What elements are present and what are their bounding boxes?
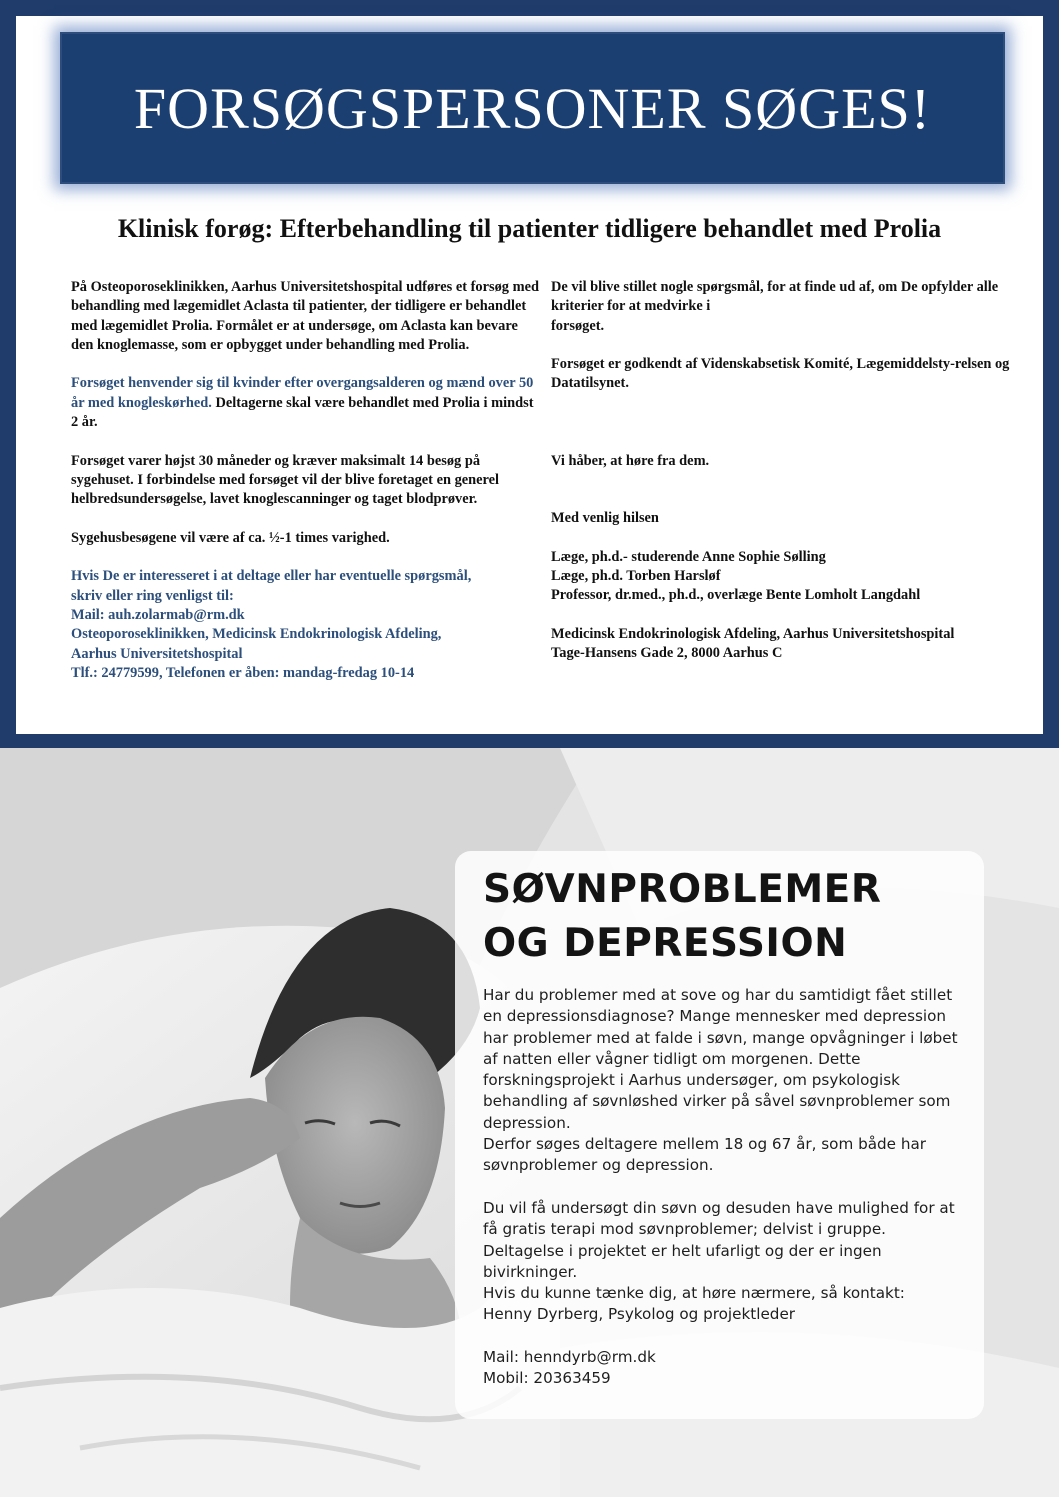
contact-line: skriv eller ring venligst til: bbox=[71, 587, 234, 604]
address-line: Medicinsk Endokrinologisk Afdeling, Aarhus Universitetshospital bbox=[551, 625, 955, 642]
duration-paragraph: Forsøget varer højst 30 måneder og kræver maksimalt 14 besøg på sygehuset. I forbindelse med forsøget vil der blive foretaget en generel helbredsundersøgelse, lavet knoglescanninger og taget blodprøver. bbox=[71, 452, 500, 508]
questions-text: De vil blive stillet nogle spørgsmål, for at finde ud af, om De opfylder alle kriterier for at medvirke i bbox=[551, 279, 999, 315]
contact-line: Hvis De er interesseret i at deltage eller har eventuelle spørgsmål, bbox=[71, 568, 472, 585]
intro-paragraph: På Osteoporoseklinikken, Aarhus Universitetshospital udføres et forsøg med behandling med lægemidlet Aclasta til patienter, der tidligere er behandlet med lægemidlet Prolia. Formålet er at undersøge, om Aclasta kan bevare den knoglemasse, som er opbygget under behandling med Prolia. bbox=[71, 279, 539, 353]
questions-paragraph bbox=[551, 278, 1011, 336]
contact-email[interactable]: Mail: auh.zolarmab@rm.dk bbox=[71, 607, 245, 624]
left-column bbox=[71, 278, 541, 683]
signature-line: Læge, ph.d.- studerende Anne Sophie Sølling bbox=[551, 548, 826, 565]
body-paragraph: Hvis du kunne tænke dig, at høre nærmere, så kontakt: bbox=[483, 1284, 905, 1303]
signature-line: Professor, dr.med., ph.d., overlæge Bente Lomholt Langdahl bbox=[551, 587, 921, 604]
hope-line: Vi håber, at høre fra dem. bbox=[551, 452, 710, 469]
signature-block bbox=[551, 548, 1011, 606]
info-panel bbox=[455, 851, 984, 1419]
eligibility-highlight: Forsøget henvender sig til kvinder efter overgangsalderen og mænd over 50 år med knogleskørhed. bbox=[71, 375, 534, 411]
clinical-trial-ad bbox=[0, 0, 1059, 748]
body-paragraph: Derfor søges deltagere mellem 18 og 67 år, som både har søvnproblemer og depression. bbox=[483, 1135, 927, 1175]
panel-title bbox=[483, 863, 963, 971]
body-paragraph: Har du problemer med at sove og har du samtidigt fået stillet en depressionsdiagnose? Mange mennesker med depression har problemer med at falde i søvn, mange opvågninger i løbet af natten eller vågner tidligt om morgenen. Dette forskningsprojekt i Aarhus undersøger, om psykologisk behandling af søvnløshed virker på såvel søvnproblemer som depression. bbox=[483, 986, 958, 1132]
eligibility-rest: Deltagerne skal være behandlet med Prolia i mindst 2 år. bbox=[71, 394, 534, 431]
contact-line: Aarhus Universitetshospital bbox=[71, 645, 243, 662]
header-banner bbox=[60, 32, 1005, 184]
approval-paragraph: Forsøget er godkendt af Videnskabsetisk Komité, Lægemiddelsty-relsen og Datatilsynet. bbox=[551, 356, 1010, 392]
contact-phone: Mobil: 20363459 bbox=[483, 1369, 611, 1388]
right-column bbox=[551, 278, 1011, 683]
panel-title-line: OG DEPRESSION bbox=[483, 921, 848, 966]
signature-line: Læge, ph.d. Torben Harsløf bbox=[551, 567, 721, 584]
contact-line: Osteoporoseklinikken, Medicinsk Endokrinologisk Afdeling, bbox=[71, 626, 442, 643]
panel-title-line: SØVNPROBLEMER bbox=[483, 867, 882, 912]
questions-text-end: forsøget. bbox=[551, 317, 605, 334]
panel-body bbox=[483, 985, 963, 1390]
contact-email[interactable]: Mail: henndyrb@rm.dk bbox=[483, 1348, 656, 1367]
visit-length-paragraph: Sygehusbesøgene vil være af ca. ½-1 times varighed. bbox=[71, 529, 390, 546]
contact-block bbox=[71, 567, 541, 683]
spacer bbox=[483, 1326, 963, 1347]
address-line: Tage-Hansens Gade 2, 8000 Aarhus C bbox=[551, 645, 783, 662]
banner-title: FORSØGSPERSONER SØGES! bbox=[133, 75, 932, 141]
contact-person: Henny Dyrberg, Psykolog og projektleder bbox=[483, 1305, 796, 1324]
study-subtitle: Klinisk forøg: Efterbehandling til patienter tidligere behandlet med Prolia bbox=[117, 214, 942, 243]
body-paragraph: Du vil få undersøgt din søvn og desuden have mulighed for at få gratis terapi mod søvnproblemer; delvist i gruppe. Deltagelse i projektet er helt ufarligt og der er ingen bivirkninger. bbox=[483, 1198, 955, 1281]
eligibility-paragraph bbox=[71, 374, 541, 432]
spacer bbox=[483, 1177, 963, 1198]
greeting-line: Med venlig hilsen bbox=[551, 510, 659, 527]
address-block bbox=[551, 625, 1011, 664]
sleep-study-ad bbox=[0, 748, 1059, 1497]
contact-phone: Tlf.: 24779599, Telefonen er åben: mandag-fredag 10-14 bbox=[71, 664, 415, 681]
